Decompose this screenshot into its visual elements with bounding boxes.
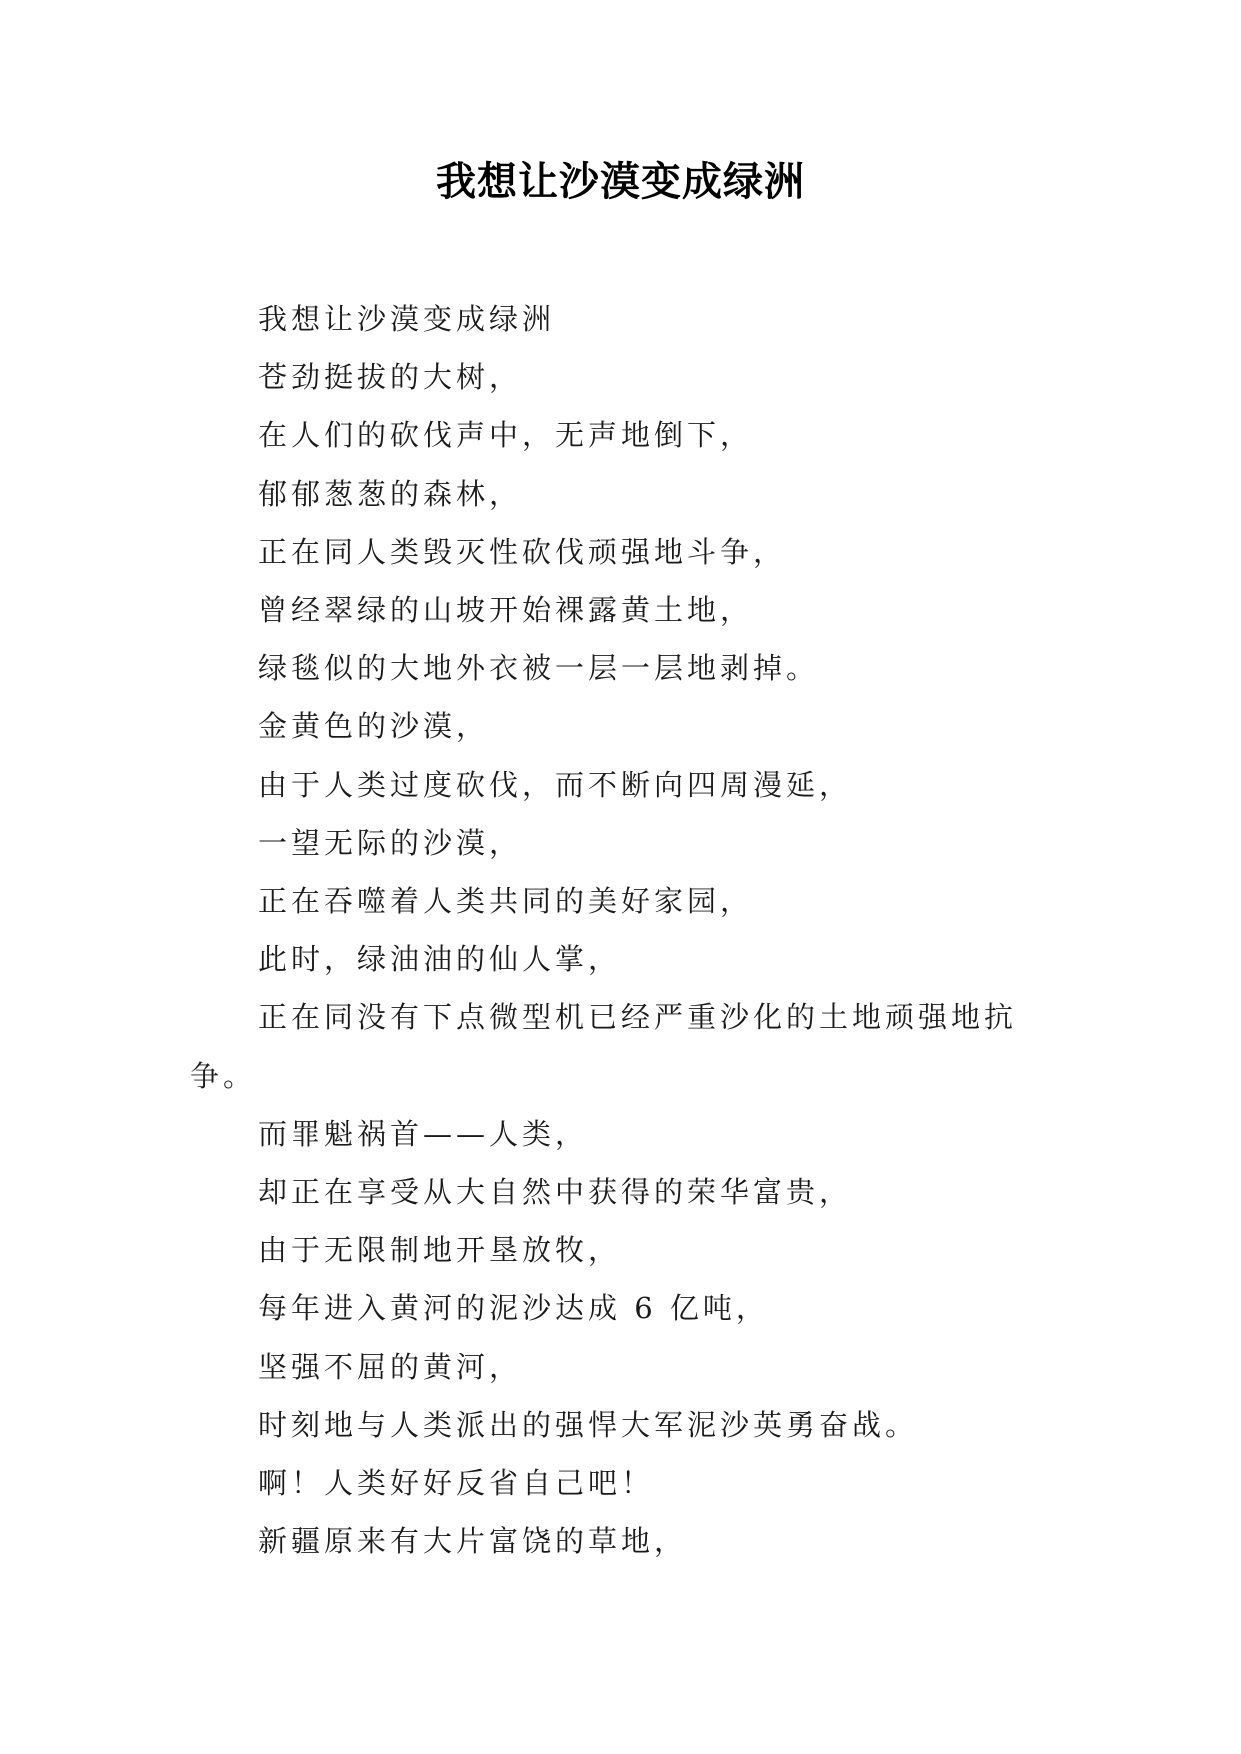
paragraph-line: 每年进入黄河的泥沙达成 6 亿吨， — [258, 1291, 769, 1326]
paragraph-line: 金黄色的沙漠， — [258, 709, 490, 744]
paragraph-line: 在人们的砍伐声中，无声地倒下， — [258, 418, 754, 453]
paragraph-line: 啊！人类好好反省自己吧！ — [258, 1466, 655, 1501]
paragraph-line: 我想让沙漠变成绿洲 — [258, 302, 556, 336]
paragraph-line: 正在同人类毁灭性砍伐顽强地斗争， — [258, 534, 787, 569]
paragraph-line: 时刻地与人类派出的强悍大军泥沙英勇奋战。 — [258, 1407, 919, 1442]
document-body — [190, 290, 1050, 1570]
paragraph-line: 此时，绿油油的仙人掌， — [258, 942, 622, 977]
paragraph-line: 而罪魁祸首——人类， — [258, 1116, 589, 1151]
paragraph-line: 郁郁葱葱的森林， — [258, 476, 523, 511]
paragraph-line: 苍劲挺拔的大树， — [258, 360, 523, 395]
paragraph-line: 正在吞噬着人类共同的美好家园， — [258, 884, 754, 919]
paragraph-line: 由于人类过度砍伐，而不断向四周漫延， — [258, 767, 853, 802]
document-title: 我想让沙漠变成绿洲 — [436, 158, 805, 205]
paragraph-line: 正在同没有下点微型机已经严重沙化的土地顽强地抗争。 — [190, 1000, 1018, 1093]
paragraph-line: 坚强不屈的黄河， — [258, 1349, 523, 1384]
paragraph-line: 一望无际的沙漠， — [258, 825, 523, 860]
paragraph-line: 曾经翠绿的山坡开始裸露黄土地， — [258, 593, 754, 628]
paragraph-line: 由于无限制地开垦放牧， — [258, 1233, 622, 1268]
paragraph-line: 绿毯似的大地外衣被一层一层地剥掉。 — [258, 651, 820, 686]
paragraph-line: 新疆原来有大片富饶的草地， — [258, 1524, 688, 1559]
paragraph-line: 却正在享受从大自然中获得的荣华富贵， — [258, 1175, 853, 1210]
